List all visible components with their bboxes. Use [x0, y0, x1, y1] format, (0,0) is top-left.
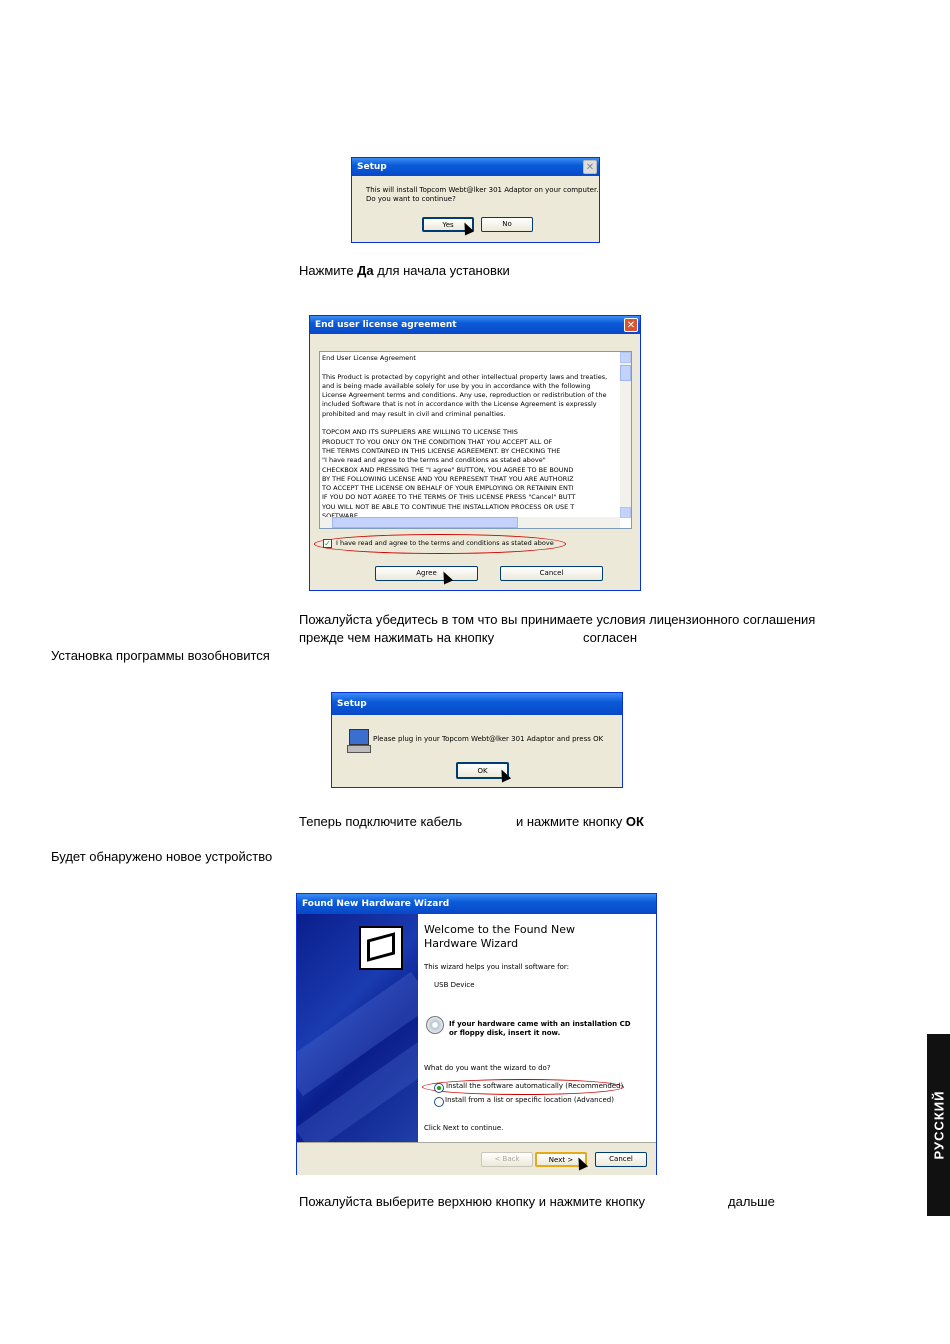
- computer-icon: [347, 729, 369, 753]
- option-auto-label: Install the software automatically (Recommended): [446, 1082, 624, 1090]
- wizard-heading: [424, 923, 575, 951]
- no-button[interactable]: No: [481, 217, 533, 232]
- eula-text-line: [322, 419, 618, 428]
- plugin-message: Please plug in your Topcom Webt@lker 301 Adaptor and press OK: [373, 735, 604, 743]
- ok-button[interactable]: OK: [456, 762, 509, 779]
- caption1-after: для начала установки: [373, 263, 510, 278]
- setup-message: [366, 186, 598, 204]
- eula-text-line: [322, 363, 618, 372]
- eula-text-line: BY THE FOLLOWING LICENSE AND YOU REPRESENT THAT YOU ARE AUTHORIZ: [322, 474, 574, 483]
- caption-plug-cable-a: Теперь подключите кабель: [299, 814, 463, 829]
- caption-eula-line2b: согласен: [583, 630, 638, 645]
- wizard-side-panel: [297, 914, 418, 1142]
- setup-message-line2: Do you want to continue?: [366, 195, 456, 203]
- setup-dialog: [351, 157, 600, 243]
- caption-eula-line1: Пожалуйста убедитесь в том что вы принимаете условия лицензионного соглашения: [299, 612, 816, 627]
- wizard-question: What do you want the wizard to do?: [424, 1064, 551, 1072]
- option-list-label: Install from a list or specific location (Advanced): [445, 1096, 614, 1104]
- hardware-wizard-icon: [359, 926, 403, 970]
- eula-text-line: prohibited and may result in civil and criminal penalties.: [322, 409, 506, 418]
- eula-title-text: End user license agreement: [315, 320, 457, 330]
- scroll-down-icon[interactable]: [620, 507, 631, 518]
- wizard-heading-line1: Welcome to the Found New: [424, 923, 575, 936]
- language-side-tab-label: РУССКИЙ: [931, 1090, 946, 1160]
- eula-text-line: TOPCOM AND ITS SUPPLIERS ARE WILLING TO LICENSE THIS: [322, 428, 518, 437]
- wizard-intro: This wizard helps you install software for:: [424, 963, 570, 971]
- wizard-cd-note: [449, 1020, 631, 1038]
- wizard-heading-line2: Hardware Wizard: [424, 937, 519, 950]
- plugin-dialog-title: [332, 693, 622, 715]
- next-button[interactable]: Next >: [535, 1152, 587, 1167]
- caption-select-top-b: дальше: [728, 1194, 775, 1209]
- eula-text-line: IF YOU DO NOT AGREE TO THE TERMS OF THIS LICENSE PRESS "Cancel" BUTT: [322, 493, 576, 502]
- hscroll-thumb[interactable]: [332, 517, 518, 528]
- agree-button[interactable]: Agree: [375, 566, 478, 581]
- wizard-click-next: Click Next to continue.: [424, 1124, 504, 1132]
- eula-text-line: "I have read and agree to the terms and conditions as stated above": [322, 456, 546, 465]
- setup-title-text: Setup: [357, 162, 387, 172]
- caption-eula-line3: Установка программы возобновится: [51, 648, 270, 663]
- option-list-radio[interactable]: [434, 1097, 444, 1107]
- eula-text-line: included Software that is not in accordance with the License Agreement is expressly: [322, 400, 597, 409]
- eula-dialog: [309, 315, 641, 591]
- plugin-dialog: [331, 692, 623, 788]
- eula-text-line: and is being made available solely for use by you in accordance with the following: [322, 381, 591, 390]
- scroll-up-icon[interactable]: [620, 352, 631, 363]
- language-side-tab: [927, 1034, 950, 1216]
- plugin-title-text: Setup: [337, 699, 367, 709]
- agree-checkbox-label: I have read and agree to the terms and conditions as stated above: [336, 539, 554, 547]
- caption-new-device: Будет обнаружено новое устройство: [51, 849, 273, 864]
- eula-dialog-title: [310, 316, 640, 334]
- eula-text-box[interactable]: [319, 351, 632, 529]
- close-icon[interactable]: ✕: [583, 160, 597, 174]
- wizard-title-text: Found New Hardware Wizard: [302, 899, 450, 909]
- scroll-thumb[interactable]: [620, 365, 631, 381]
- option-auto-row[interactable]: [422, 1079, 624, 1095]
- yes-button[interactable]: Yes: [422, 217, 474, 232]
- horizontal-scrollbar[interactable]: [320, 517, 620, 528]
- wizard-device: USB Device: [434, 981, 475, 989]
- caption1-bold: Да: [357, 263, 374, 278]
- wizard-title: [297, 894, 656, 914]
- agree-checkbox[interactable]: ✓: [324, 539, 331, 548]
- caption-select-top-a: Пожалуйста выберите верхнюю кнопку и нажмите кнопку: [299, 1194, 646, 1209]
- agree-checkbox-row[interactable]: [314, 534, 566, 554]
- eula-text-line: TO ACCEPT THE LICENSE ON BEHALF OF YOUR EMPLOYING OR RETAININ ENTI: [322, 484, 574, 493]
- eula-text-line: PRODUCT TO YOU ONLY ON THE CONDITION THAT YOU ACCEPT ALL OF: [322, 437, 553, 446]
- caption3-bold: ОК: [625, 814, 644, 829]
- eula-text-line: End User License Agreement: [322, 354, 416, 362]
- cancel-button[interactable]: Cancel: [595, 1152, 647, 1167]
- vertical-scrollbar[interactable]: [620, 352, 631, 518]
- eula-text-line: This Product is protected by copyright and other intellectual property laws and treaties,: [322, 372, 608, 381]
- eula-text-line: THE TERMS CONTAINED IN THIS LICENSE AGREEMENT. BY CHECKING THE: [322, 446, 561, 455]
- eula-text-line: YOU WILL NOT BE ABLE TO CONTINUE THE INSTALLATION PROCESS OR USE T: [322, 502, 575, 511]
- cancel-button[interactable]: Cancel: [500, 566, 603, 581]
- caption1-before: Нажмите: [299, 263, 358, 278]
- caption-eula-line2a: прежде чем нажимать на кнопку: [299, 630, 495, 645]
- wizard-dialog: [296, 893, 657, 1175]
- eula-text-line: CHECKBOX AND PRESSING THE "I agree" BUTTON, YOU AGREE TO BE BOUND: [322, 465, 574, 474]
- setup-dialog-title: [352, 158, 599, 176]
- wizard-cd-line1: If your hardware came with an installation CD: [449, 1020, 631, 1028]
- caption-plug-cable-b: [516, 813, 644, 831]
- wizard-cd-line2: or floppy disk, insert it now.: [449, 1029, 561, 1037]
- setup-message-line1: This will install Topcom Webt@lker 301 Adaptor on your computer.: [366, 186, 599, 194]
- caption3-after: и нажмите кнопку: [516, 814, 626, 829]
- back-button[interactable]: < Back: [481, 1152, 533, 1167]
- caption-press-yes: [299, 262, 510, 280]
- close-icon[interactable]: ✕: [624, 318, 638, 332]
- option-auto-radio[interactable]: [434, 1083, 444, 1093]
- eula-text-line: License Agreement terms and conditions. Any use, reproduction or redistribution of the: [322, 391, 607, 400]
- cd-icon: [426, 1016, 444, 1034]
